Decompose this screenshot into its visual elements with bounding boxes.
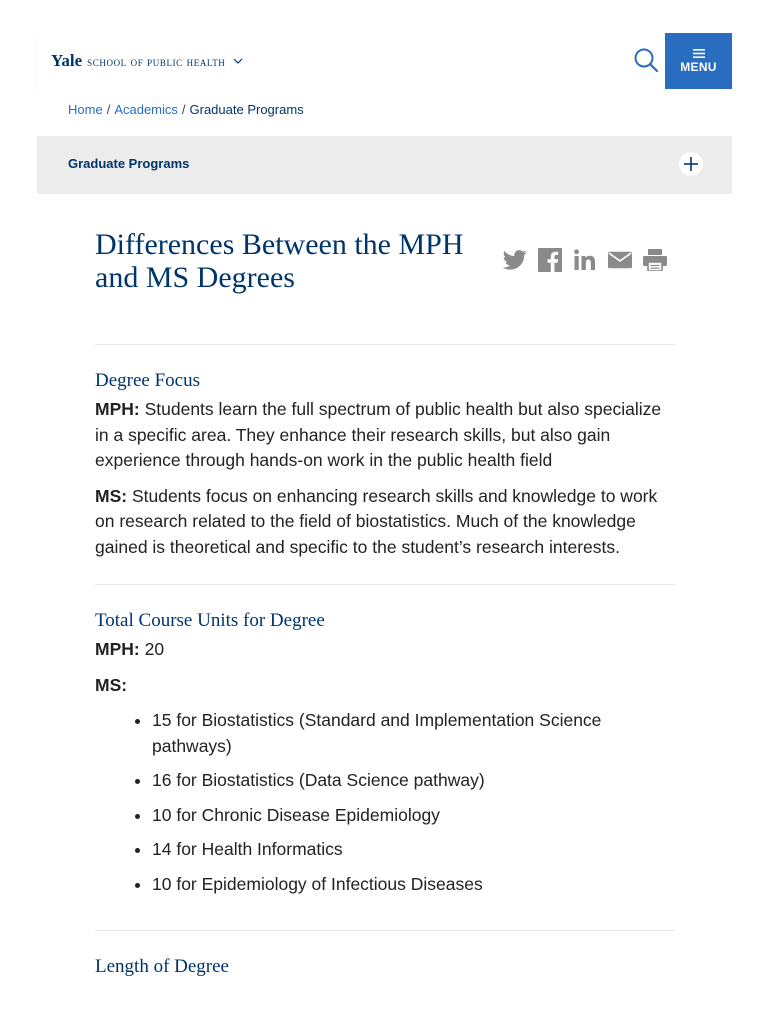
section-length (95, 931, 675, 1007)
list-item: • 10 for Chronic Disease Epidemiology (152, 803, 675, 829)
twitter-icon (503, 249, 527, 271)
ms-label: MS: (95, 485, 128, 506)
section-course-units (95, 585, 675, 930)
site-header (37, 33, 732, 89)
main-content (95, 344, 675, 1007)
logo-school-name: school of public health (87, 54, 226, 69)
facebook-icon (538, 248, 562, 272)
expand-button[interactable] (679, 152, 703, 176)
ms-focus-paragraph (95, 484, 675, 561)
search-icon (631, 45, 661, 75)
twitter-share-button[interactable] (503, 247, 527, 273)
section-nav[interactable] (37, 136, 732, 194)
ms-units-list (95, 708, 675, 897)
share-toolbar (503, 247, 667, 273)
section-heading: Degree Focus (95, 370, 200, 391)
print-icon (643, 249, 667, 271)
search-button[interactable] (631, 45, 661, 75)
mph-label: MPH: (95, 639, 140, 659)
mph-units-paragraph (95, 637, 675, 663)
mph-focus-text: Students learn the full spectrum of public health but also specialize in a specific area. They enhance their research skills, but also gain experience through hands-on work in the public health field (95, 399, 662, 470)
breadcrumb (68, 102, 304, 117)
section-heading: Length of Degree (95, 956, 229, 977)
chevron-down-icon[interactable] (233, 56, 243, 66)
breadcrumb-separator: / (106, 102, 111, 117)
breadcrumb-academics[interactable]: Academics (114, 102, 178, 117)
section-degree-focus (95, 345, 675, 584)
email-icon (608, 250, 632, 270)
breadcrumb-home[interactable]: Home (68, 102, 103, 117)
mph-units-value: 20 (139, 639, 165, 659)
menu-button[interactable] (665, 33, 732, 89)
email-share-button[interactable] (608, 247, 632, 273)
ms-units-paragraph (95, 673, 675, 699)
linkedin-icon (574, 249, 596, 271)
print-button[interactable] (643, 247, 667, 273)
breadcrumb-current[interactable]: Graduate Programs (189, 102, 304, 117)
section-heading: Total Course Units for Degree (95, 610, 325, 631)
hamburger-icon (693, 49, 705, 58)
mph-label: MPH: (95, 399, 140, 419)
plus-icon (684, 157, 698, 171)
page-title: Differences Between the MPH and MS Degrees (95, 228, 464, 294)
logo-wordmark: Yale (51, 51, 83, 70)
facebook-share-button[interactable] (538, 247, 562, 273)
breadcrumb-bar (37, 89, 732, 136)
yale-school-logo[interactable] (51, 51, 243, 71)
ms-focus-text: Students focus on enhancing research skills and knowledge to work on research related to the field of biostatistics. Much of the knowledge gained is theoretical and specific to the student’s research interests. (95, 485, 658, 557)
mph-focus-paragraph (95, 397, 675, 474)
list-item: • 14 for Health Informatics (152, 837, 675, 863)
breadcrumb-separator: / (181, 102, 186, 117)
list-item: • 15 for Biostatistics (Standard and Implementation Science pathways) (152, 708, 675, 759)
ms-label: MS: (95, 674, 128, 695)
linkedin-share-button[interactable] (573, 247, 597, 273)
section-nav-label: Graduate Programs (68, 156, 190, 171)
menu-label: MENU (680, 59, 717, 74)
list-item: • 10 for Epidemiology of Infectious Diseases (152, 872, 675, 898)
list-item: • 16 for Biostatistics (Data Science pathway) (152, 768, 675, 794)
